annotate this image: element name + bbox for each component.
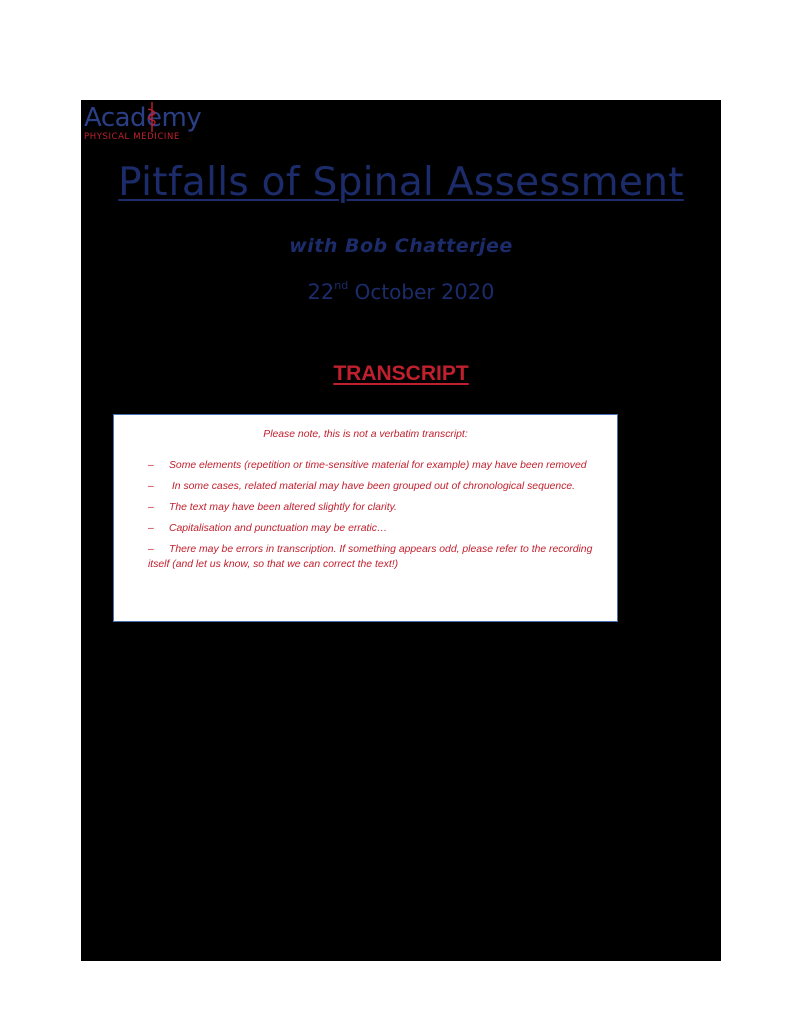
disclaimer-intro: Please note, this is not a verbatim transcript: (263, 429, 468, 440)
dash-bullet: – (148, 481, 154, 492)
date-day: 22 (307, 280, 335, 304)
list-item (148, 479, 608, 494)
dash-bullet: – (148, 544, 154, 555)
date-suffix: nd (334, 279, 349, 293)
presenter-line: with Bob Chatterjee (289, 235, 513, 257)
list-item (148, 542, 608, 572)
list-item-text: In some cases, related material may have been grouped out of chronological sequence. (169, 481, 576, 492)
list-item-text: Capitalisation and punctuation may be erratic… (169, 523, 388, 534)
disclaimer-box (113, 414, 618, 622)
logo-subtitle: PHYSICAL MEDICINE (84, 132, 180, 142)
disclaimer-list (148, 458, 608, 578)
list-item-text: The text may have been altered slightly for clarity. (169, 502, 397, 513)
caduceus-icon (146, 102, 158, 132)
dash-bullet: – (148, 502, 154, 513)
dash-bullet: – (148, 460, 154, 471)
list-item (148, 500, 608, 515)
list-item-text: There may be errors in transcription. If something appears odd, please refer to the recording itself (and let us know, so that we can correct the text!) (148, 544, 593, 570)
dash-bullet: – (148, 523, 154, 534)
list-item-text: Some elements (repetition or time-sensitive material for example) may have been removed (169, 460, 587, 471)
date-year: 2020 (441, 280, 495, 304)
list-item (148, 521, 608, 536)
list-item (148, 458, 608, 473)
academy-logo (82, 102, 222, 146)
document-title: Pitfalls of Spinal Assessment (118, 160, 684, 205)
date-month: October (354, 280, 435, 304)
logo-wordmark: Academy (84, 103, 202, 133)
event-date (81, 280, 721, 304)
transcript-heading: TRANSCRIPT (333, 362, 469, 385)
